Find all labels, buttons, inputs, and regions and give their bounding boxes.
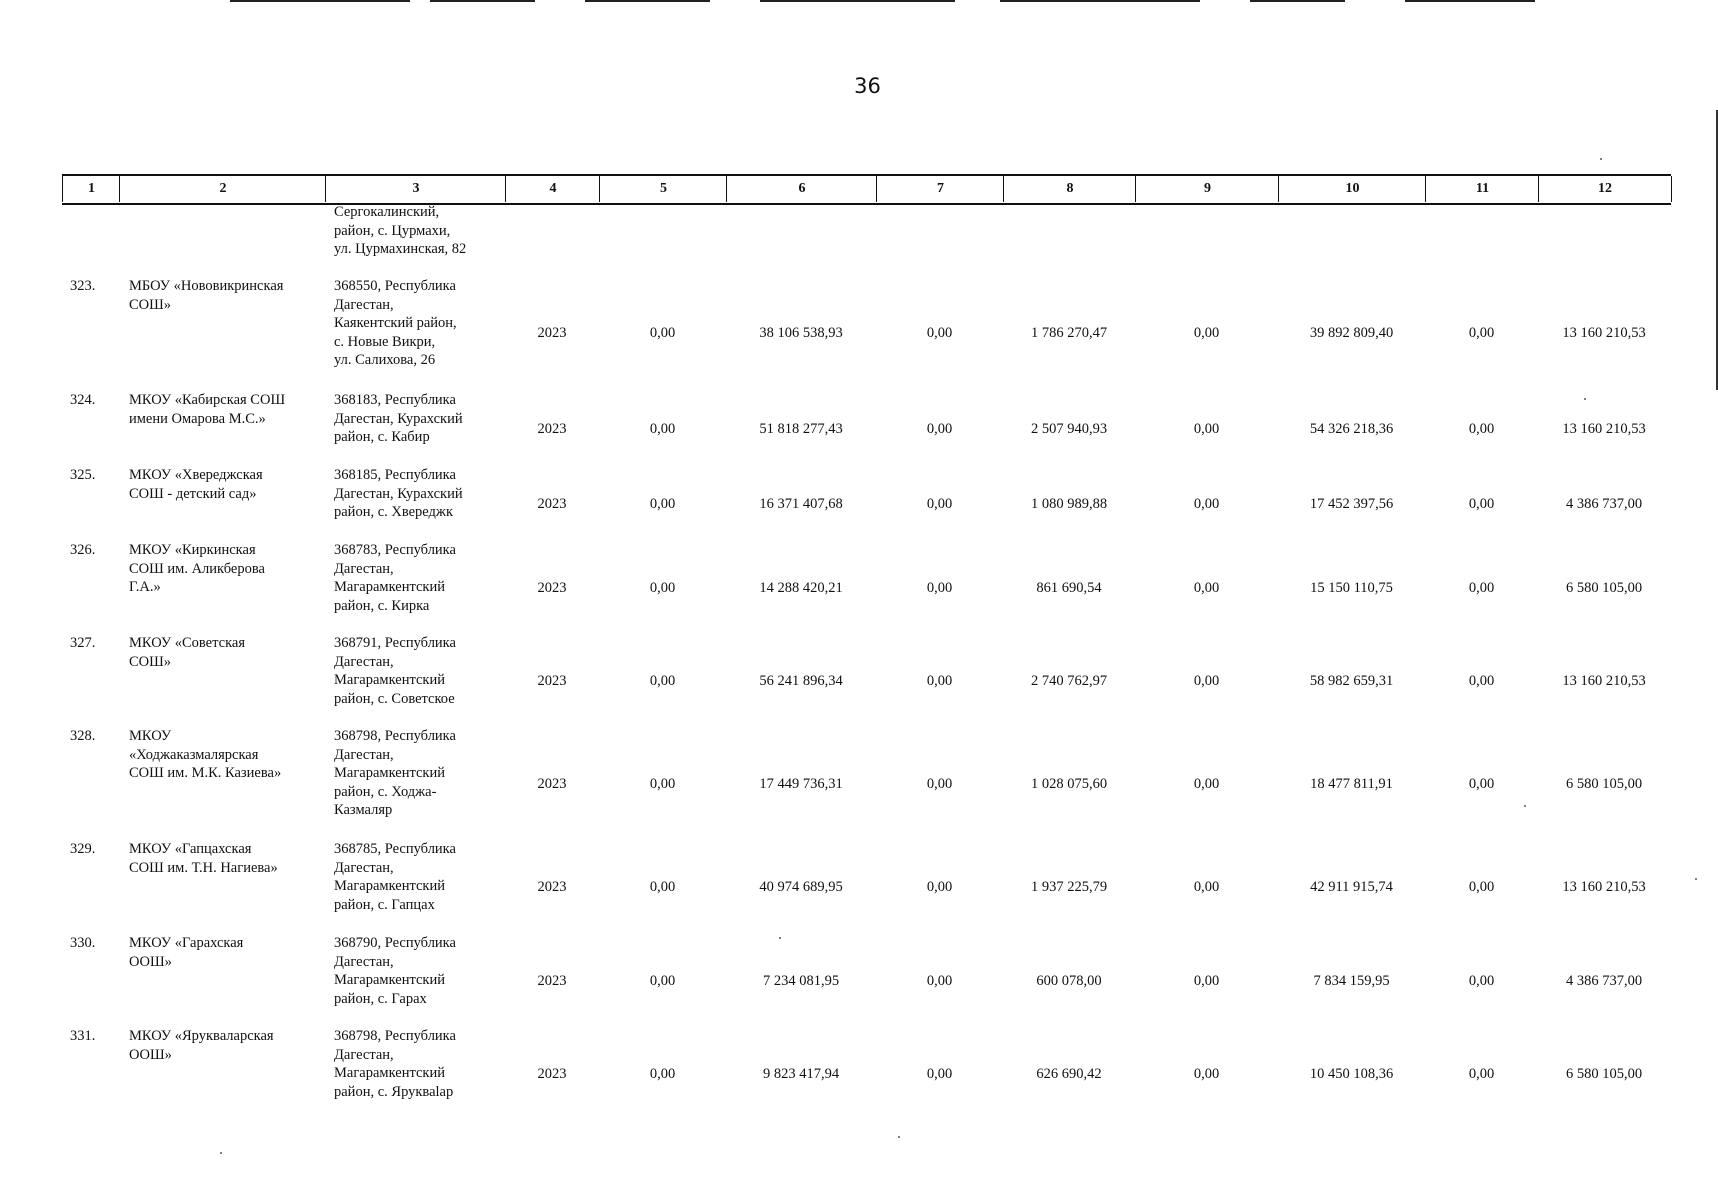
value-cell-6: 17 449 736,31 — [759, 776, 843, 792]
school-name: МКОУ «Кабирская СОШ имени Омарова М.С.» — [129, 392, 286, 427]
column-header-4: 4 — [505, 176, 600, 202]
table-header-bottom-rule — [62, 203, 1671, 205]
value-cell-10: 18 477 811,91 — [1310, 776, 1393, 792]
value-cell-6: 56 241 896,34 — [759, 673, 843, 689]
row-number: 328. — [70, 728, 96, 744]
value-cell-11: 0,00 — [1468, 325, 1495, 341]
scan-speck — [1695, 878, 1697, 880]
value-cell-5: 0,00 — [649, 879, 676, 895]
school-name: МКОУ «Хвереджская СОШ - детский сад» — [129, 467, 263, 502]
scan-speck — [1600, 158, 1602, 160]
value-cell-10: 17 452 397,56 — [1309, 496, 1394, 512]
value-cell-5: 0,00 — [649, 673, 676, 689]
scan-speck — [898, 1136, 900, 1138]
scan-speck — [220, 1152, 222, 1154]
value-cell-8: 1 786 270,47 — [1030, 325, 1108, 341]
year-cell: 2023 — [537, 776, 567, 792]
value-cell-7: 0,00 — [926, 879, 953, 895]
value-cell-10: 58 982 659,31 — [1309, 673, 1394, 689]
row-number: 329. — [70, 841, 96, 857]
scan-top-rule — [760, 0, 955, 2]
year-cell: 2023 — [537, 325, 567, 341]
year-cell: 2023 — [537, 973, 567, 989]
column-header-12: 12 — [1538, 176, 1672, 202]
value-cell-7: 0,00 — [926, 496, 953, 512]
school-address: 368783, Республика Дагестан, Магарамкентский район, с. Кирка — [334, 542, 456, 614]
column-header-9: 9 — [1135, 176, 1279, 202]
year-cell: 2023 — [537, 1066, 567, 1082]
value-cell-9: 0,00 — [1193, 325, 1220, 341]
value-cell-11: 0,00 — [1468, 421, 1495, 437]
year-cell: 2023 — [537, 673, 567, 689]
school-address: 368183, Республика Дагестан, Курахский район, с. Кабир — [334, 392, 463, 445]
value-cell-8: 1 080 989,88 — [1030, 496, 1108, 512]
column-header-1: 1 — [62, 176, 120, 202]
column-header-2: 2 — [119, 176, 326, 202]
column-header-5: 5 — [599, 176, 727, 202]
value-cell-12: 13 160 210,53 — [1562, 673, 1646, 689]
value-cell-11: 0,00 — [1468, 496, 1495, 512]
scan-top-rule — [1000, 0, 1200, 2]
value-cell-5: 0,00 — [649, 421, 676, 437]
row-number: 323. — [70, 278, 96, 294]
row-number: 327. — [70, 635, 96, 651]
value-cell-7: 0,00 — [926, 973, 953, 989]
value-cell-5: 0,00 — [649, 325, 676, 341]
value-cell-10: 15 150 110,75 — [1310, 580, 1393, 596]
scan-top-rule — [1250, 0, 1345, 2]
row-number: 325. — [70, 467, 96, 483]
value-cell-10: 7 834 159,95 — [1313, 973, 1390, 989]
value-cell-5: 0,00 — [649, 973, 676, 989]
value-cell-8: 626 690,42 — [1036, 1066, 1102, 1082]
value-cell-11: 0,00 — [1468, 580, 1495, 596]
value-cell-9: 0,00 — [1193, 673, 1220, 689]
value-cell-9: 0,00 — [1193, 421, 1220, 437]
value-cell-9: 0,00 — [1193, 973, 1220, 989]
school-name: МКОУ «Яруквaларская ООШ» — [129, 1028, 274, 1063]
value-cell-8: 2 740 762,97 — [1030, 673, 1108, 689]
value-cell-6: 38 106 538,93 — [759, 325, 843, 341]
row-number: 324. — [70, 392, 96, 408]
value-cell-9: 0,00 — [1193, 879, 1220, 895]
value-cell-12: 6 580 105,00 — [1565, 1066, 1643, 1082]
value-cell-5: 0,00 — [649, 580, 676, 596]
value-cell-10: 39 892 809,40 — [1309, 325, 1394, 341]
value-cell-11: 0,00 — [1468, 776, 1495, 792]
value-cell-7: 0,00 — [926, 776, 953, 792]
school-address: 368798, Республика Дагестан, Магарамкентский район, с. Ходжа- Казмаляр — [334, 728, 456, 818]
value-cell-8: 1 937 225,79 — [1030, 879, 1108, 895]
scan-top-rule — [1405, 0, 1535, 2]
scan-speck — [779, 937, 781, 939]
value-cell-9: 0,00 — [1193, 580, 1220, 596]
value-cell-12: 13 160 210,53 — [1562, 879, 1646, 895]
school-address: 368185, Республика Дагестан, Курахский район, с. Хвереджк — [334, 467, 463, 520]
school-name: МКОУ «Киркинская СОШ им. Аликберова Г.А.» — [129, 542, 265, 595]
value-cell-9: 0,00 — [1193, 496, 1220, 512]
value-cell-5: 0,00 — [649, 1066, 676, 1082]
value-cell-10: 54 326 218,36 — [1309, 421, 1394, 437]
value-cell-6: 16 371 407,68 — [759, 496, 843, 512]
value-cell-5: 0,00 — [649, 496, 676, 512]
year-cell: 2023 — [537, 879, 567, 895]
value-cell-7: 0,00 — [926, 421, 953, 437]
value-cell-7: 0,00 — [926, 1066, 953, 1082]
school-address: 368790, Республика Дагестан, Магарамкентский район, с. Гарах — [334, 935, 456, 1007]
value-cell-8: 861 690,54 — [1036, 580, 1102, 596]
continued-address: Сергокалинский, район, с. Цурмахи, ул. Цурмахинская, 82 — [334, 204, 467, 257]
school-address: 368785, Республика Дагестан, Магарамкентский район, с. Гапцах — [334, 841, 456, 913]
school-name: МБОУ «Нововикринская СОШ» — [129, 278, 284, 313]
value-cell-8: 1 028 075,60 — [1030, 776, 1108, 792]
scan-top-rule — [430, 0, 535, 2]
column-header-11: 11 — [1425, 176, 1539, 202]
school-address: 368550, Республика Дагестан, Каякентский район, с. Новые Викри, ул. Салихова, 26 — [334, 278, 457, 368]
value-cell-6: 51 818 277,43 — [759, 421, 843, 437]
row-number: 331. — [70, 1028, 96, 1044]
column-header-7: 7 — [876, 176, 1004, 202]
scan-speck — [1584, 398, 1586, 400]
value-cell-8: 2 507 940,93 — [1030, 421, 1108, 437]
school-name: МКОУ «Гапцахская СОШ им. Т.Н. Нагиева» — [129, 841, 278, 876]
value-cell-7: 0,00 — [926, 673, 953, 689]
value-cell-10: 10 450 108,36 — [1309, 1066, 1394, 1082]
column-header-8: 8 — [1003, 176, 1136, 202]
row-number: 330. — [70, 935, 96, 951]
row-number: 326. — [70, 542, 96, 558]
scan-top-rule — [230, 0, 410, 2]
value-cell-6: 40 974 689,95 — [759, 879, 843, 895]
value-cell-11: 0,00 — [1468, 673, 1495, 689]
column-header-6: 6 — [726, 176, 877, 202]
value-cell-9: 0,00 — [1193, 776, 1220, 792]
page-number: 36 — [854, 74, 881, 98]
column-header-3: 3 — [325, 176, 506, 202]
value-cell-8: 600 078,00 — [1036, 973, 1102, 989]
value-cell-6: 14 288 420,21 — [759, 580, 843, 596]
school-address: 368798, Республика Дагестан, Магарамкентский район, с. Ярукваlар — [334, 1028, 456, 1100]
value-cell-5: 0,00 — [649, 776, 676, 792]
value-cell-12: 6 580 105,00 — [1565, 580, 1643, 596]
scan-top-rule — [585, 0, 710, 2]
school-name: МКОУ «Гарахская ООШ» — [129, 935, 244, 970]
scan-speck — [1524, 805, 1526, 807]
year-cell: 2023 — [537, 580, 567, 596]
value-cell-12: 6 580 105,00 — [1565, 776, 1643, 792]
value-cell-10: 42 911 915,74 — [1310, 879, 1393, 895]
school-address: 368791, Республика Дагестан, Магарамкентский район, с. Советское — [334, 635, 456, 707]
value-cell-6: 9 823 417,94 — [762, 1066, 840, 1082]
value-cell-12: 4 386 737,00 — [1565, 496, 1643, 512]
year-cell: 2023 — [537, 496, 567, 512]
value-cell-12: 13 160 210,53 — [1562, 325, 1646, 341]
value-cell-6: 7 234 081,95 — [762, 973, 840, 989]
school-name: МКОУ «Советская СОШ» — [129, 635, 245, 670]
value-cell-12: 13 160 210,53 — [1562, 421, 1646, 437]
value-cell-11: 0,00 — [1468, 1066, 1495, 1082]
value-cell-7: 0,00 — [926, 325, 953, 341]
value-cell-11: 0,00 — [1468, 879, 1495, 895]
year-cell: 2023 — [537, 421, 567, 437]
value-cell-7: 0,00 — [926, 580, 953, 596]
value-cell-9: 0,00 — [1193, 1066, 1220, 1082]
school-name: МКОУ «Ходжаказмалярская СОШ им. М.К. Казиева» — [129, 728, 282, 781]
value-cell-11: 0,00 — [1468, 973, 1495, 989]
value-cell-12: 4 386 737,00 — [1565, 973, 1643, 989]
column-header-10: 10 — [1278, 176, 1426, 202]
